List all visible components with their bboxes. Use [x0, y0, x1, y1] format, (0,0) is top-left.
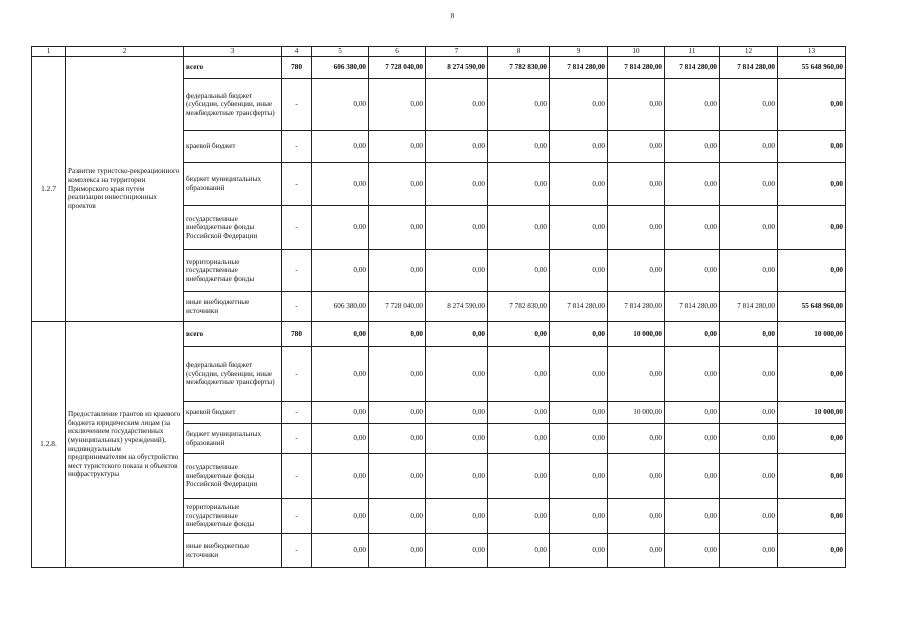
value-cell: 0,00	[720, 454, 778, 499]
value-cell: 0,00	[488, 347, 550, 402]
value-cell: 0,00	[778, 454, 846, 499]
value-cell: 0,00	[426, 347, 488, 402]
value-cell: 0,00	[550, 206, 608, 250]
value-cell: 0,00	[488, 499, 550, 534]
budget-code: 780	[282, 57, 312, 79]
value-cell: 0,00	[665, 424, 720, 454]
value-cell: 0,00	[778, 79, 846, 131]
value-cell: 0,00	[312, 454, 369, 499]
value-cell: 0,00	[720, 499, 778, 534]
value-cell: 0,00	[608, 79, 665, 131]
value-cell: 0,00	[312, 79, 369, 131]
value-cell: 7 814 280,00	[550, 292, 608, 322]
value-cell: 0,00	[720, 534, 778, 568]
value-cell: 0,00	[720, 79, 778, 131]
value-cell: 0,00	[312, 534, 369, 568]
item-name: Предоставление грантов из краевого бюджета юридическим лицам (за исключением государственных (муниципальных) учреждений), индивидуальным предпринимателям на обустройство мест туристского показа и объектов инфраструктуры	[66, 322, 184, 568]
value-cell: 0,00	[369, 250, 426, 292]
value-cell: 0,00	[720, 424, 778, 454]
value-cell: 0,00	[778, 499, 846, 534]
value-cell: 0,00	[426, 322, 488, 347]
value-cell: 0,00	[369, 322, 426, 347]
value-cell: 0,00	[312, 347, 369, 402]
value-cell: 0,00	[608, 424, 665, 454]
funding-source: федеральный бюджет (субсидии, субвенции, иные межбюджетные трансферты)	[184, 79, 282, 131]
value-cell: 0,00	[608, 131, 665, 163]
value-cell: 7 814 280,00	[720, 292, 778, 322]
budget-code: -	[282, 163, 312, 206]
budget-code: -	[282, 424, 312, 454]
budget-code: -	[282, 292, 312, 322]
value-cell: 0,00	[778, 250, 846, 292]
value-cell: 7 814 280,00	[608, 57, 665, 79]
value-cell: 0,00	[550, 454, 608, 499]
value-cell: 0,00	[312, 424, 369, 454]
value-cell: 0,00	[550, 79, 608, 131]
funding-source: территориальные государственные внебюджетные фонды	[184, 499, 282, 534]
value-cell: 0,00	[608, 347, 665, 402]
value-cell: 0,00	[369, 206, 426, 250]
value-cell: 0,00	[665, 79, 720, 131]
value-cell: 0,00	[488, 250, 550, 292]
value-cell: 7 728 040,00	[369, 57, 426, 79]
value-cell: 0,00	[312, 206, 369, 250]
value-cell: 0,00	[550, 402, 608, 424]
value-cell: 0,00	[720, 163, 778, 206]
header-cell: 13	[778, 47, 846, 57]
value-cell: 0,00	[488, 454, 550, 499]
value-cell: 0,00	[369, 454, 426, 499]
budget-code: -	[282, 454, 312, 499]
value-cell: 0,00	[488, 402, 550, 424]
value-cell: 0,00	[426, 402, 488, 424]
value-cell: 0,00	[369, 163, 426, 206]
value-cell: 0,00	[426, 499, 488, 534]
value-cell: 0,00	[665, 499, 720, 534]
budget-code: -	[282, 131, 312, 163]
value-cell: 7 814 280,00	[720, 57, 778, 79]
budget-code: -	[282, 79, 312, 131]
funding-source: всего	[184, 322, 282, 347]
value-cell: 0,00	[550, 131, 608, 163]
value-cell: 0,00	[550, 250, 608, 292]
item-number: 1.2.8.	[32, 322, 66, 568]
value-cell: 7 814 280,00	[665, 57, 720, 79]
value-cell: 0,00	[426, 206, 488, 250]
value-cell: 0,00	[312, 322, 369, 347]
value-cell: 0,00	[312, 499, 369, 534]
funding-source: бюджет муниципальных образований	[184, 163, 282, 206]
value-cell: 0,00	[426, 534, 488, 568]
funding-source: бюджет муниципальных образований	[184, 424, 282, 454]
value-cell: 7 814 280,00	[608, 292, 665, 322]
value-cell: 0,00	[665, 322, 720, 347]
header-cell: 10	[608, 47, 665, 57]
value-cell: 0,00	[550, 499, 608, 534]
table-row	[32, 322, 846, 347]
header-cell: 4	[282, 47, 312, 57]
value-cell: 0,00	[665, 402, 720, 424]
value-cell: 10 000,00	[608, 402, 665, 424]
header-cell: 7	[426, 47, 488, 57]
value-cell: 0,00	[426, 250, 488, 292]
value-cell: 0,00	[608, 163, 665, 206]
value-cell: 0,00	[488, 163, 550, 206]
value-cell: 0,00	[665, 206, 720, 250]
value-cell: 0,00	[312, 402, 369, 424]
value-cell: 0,00	[608, 499, 665, 534]
value-cell: 7 728 040,00	[369, 292, 426, 322]
funding-source: государственные внебюджетные фонды Российской Федерации	[184, 454, 282, 499]
header-row	[32, 47, 846, 57]
header-cell: 9	[550, 47, 608, 57]
value-cell: 0,00	[665, 454, 720, 499]
funding-source: иные внебюджетные источники	[184, 534, 282, 568]
value-cell: 55 648 960,00	[778, 57, 846, 79]
value-cell: 0,00	[312, 250, 369, 292]
value-cell: 606 380,00	[312, 57, 369, 79]
budget-table	[31, 46, 846, 568]
value-cell: 0,00	[778, 206, 846, 250]
budget-code: -	[282, 250, 312, 292]
value-cell: 0,00	[488, 322, 550, 347]
budget-code: -	[282, 534, 312, 568]
value-cell: 0,00	[312, 163, 369, 206]
funding-source: краевой бюджет	[184, 131, 282, 163]
header-cell: 5	[312, 47, 369, 57]
value-cell: 7 782 830,00	[488, 57, 550, 79]
value-cell: 55 648 960,00	[778, 292, 846, 322]
value-cell: 7 814 280,00	[665, 292, 720, 322]
value-cell: 0,00	[665, 131, 720, 163]
value-cell: 0,00	[550, 424, 608, 454]
value-cell: 0,00	[720, 131, 778, 163]
value-cell: 0,00	[778, 163, 846, 206]
budget-code: 780	[282, 322, 312, 347]
value-cell: 0,00	[426, 424, 488, 454]
item-name: Развитие туристско-рекреационного комплекса на территории Приморского края путем реализации инвестиционных проектов	[66, 57, 184, 322]
header-cell: 11	[665, 47, 720, 57]
header-cell: 1	[32, 47, 66, 57]
value-cell: 0,00	[369, 424, 426, 454]
value-cell: 0,00	[608, 454, 665, 499]
value-cell: 0,00	[488, 79, 550, 131]
value-cell: 606 380,00	[312, 292, 369, 322]
value-cell: 0,00	[369, 131, 426, 163]
value-cell: 0,00	[369, 402, 426, 424]
value-cell: 0,00	[550, 534, 608, 568]
value-cell: 0,00	[488, 131, 550, 163]
value-cell: 0,00	[488, 424, 550, 454]
value-cell: 8 274 590,00	[426, 292, 488, 322]
value-cell: 0,00	[426, 131, 488, 163]
value-cell: 0,00	[426, 163, 488, 206]
table-row	[32, 57, 846, 79]
value-cell: 0,00	[665, 163, 720, 206]
funding-source: всего	[184, 57, 282, 79]
value-cell: 0,00	[778, 131, 846, 163]
value-cell: 0,00	[550, 163, 608, 206]
value-cell: 0,00	[369, 534, 426, 568]
header-cell: 12	[720, 47, 778, 57]
header-cell: 6	[369, 47, 426, 57]
funding-source: государственные внебюджетные фонды Российской Федерации	[184, 206, 282, 250]
value-cell: 0,00	[369, 347, 426, 402]
value-cell: 0,00	[488, 206, 550, 250]
page-number: 8	[450, 12, 455, 20]
value-cell: 0,00	[426, 454, 488, 499]
value-cell: 7 782 830,00	[488, 292, 550, 322]
value-cell: 8 274 590,00	[426, 57, 488, 79]
value-cell: 7 814 280,00	[550, 57, 608, 79]
value-cell: 0,00	[426, 79, 488, 131]
value-cell: 10 000,00	[778, 402, 846, 424]
budget-code: -	[282, 347, 312, 402]
value-cell: 0,00	[778, 534, 846, 568]
header-cell: 2	[66, 47, 184, 57]
value-cell: 0,00	[369, 499, 426, 534]
value-cell: 0,00	[665, 250, 720, 292]
value-cell: 0,00	[550, 347, 608, 402]
header-cell: 8	[488, 47, 550, 57]
value-cell: 0,00	[720, 322, 778, 347]
value-cell: 0,00	[778, 424, 846, 454]
value-cell: 0,00	[608, 534, 665, 568]
value-cell: 10 000,00	[608, 322, 665, 347]
value-cell: 0,00	[550, 322, 608, 347]
budget-code: -	[282, 206, 312, 250]
funding-source: федеральный бюджет (субсидии, субвенции, иные межбюджетные трансферты)	[184, 347, 282, 402]
value-cell: 0,00	[720, 250, 778, 292]
value-cell: 0,00	[720, 347, 778, 402]
value-cell: 0,00	[369, 79, 426, 131]
header-cell: 3	[184, 47, 282, 57]
funding-source: территориальные государственные внебюджетные фонды	[184, 250, 282, 292]
value-cell: 0,00	[665, 347, 720, 402]
budget-code: -	[282, 402, 312, 424]
value-cell: 0,00	[665, 534, 720, 568]
item-number: 1.2.7	[32, 57, 66, 322]
value-cell: 10 000,00	[778, 322, 846, 347]
value-cell: 0,00	[488, 534, 550, 568]
value-cell: 0,00	[778, 347, 846, 402]
value-cell: 0,00	[608, 206, 665, 250]
value-cell: 0,00	[312, 131, 369, 163]
funding-source: иные внебюджетные источники	[184, 292, 282, 322]
value-cell: 0,00	[720, 206, 778, 250]
funding-source: краевой бюджет	[184, 402, 282, 424]
value-cell: 0,00	[720, 402, 778, 424]
budget-code: -	[282, 499, 312, 534]
value-cell: 0,00	[608, 250, 665, 292]
